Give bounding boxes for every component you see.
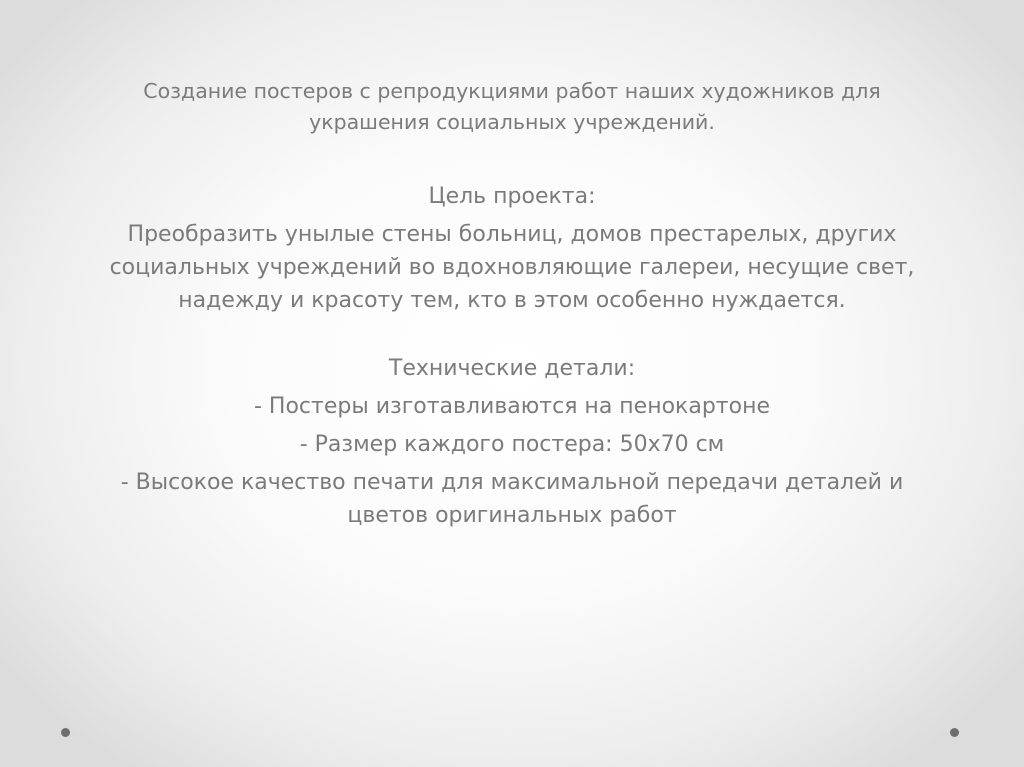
slide-subtitle [40, 76, 984, 138]
slide-body [40, 180, 984, 532]
goal-text [40, 218, 984, 317]
corner-dot-left [61, 728, 70, 737]
subtitle-line-1: Создание постеров с репродукциями работ наших художников для [143, 79, 881, 103]
goal-heading: Цель проекта: [428, 184, 596, 209]
goal-line-3: надежду и красоту тем, кто в этом особенно нуждается. [178, 288, 846, 313]
tech-item-3-line-2: цветов оригинальных работ [347, 503, 677, 528]
goal-line-1: Преобразить унылые стены больниц, домов престарелых, других [127, 222, 897, 247]
tech-item-2: - Размер каждого постера: 50х70 см [299, 432, 725, 457]
tech-item-3-line-1: - Высокое качество печати для максимальной передачи деталей и [120, 470, 904, 495]
tech-item-1: - Постеры изготавливаются на пенокартоне [253, 394, 770, 419]
corner-dot-right [950, 728, 959, 737]
subtitle-line-2: украшения социальных учреждений. [309, 110, 715, 134]
tech-heading: Технические детали: [388, 356, 636, 381]
goal-line-2: социальных учреждений во вдохновляющие галереи, несущие свет, [109, 255, 915, 280]
tech-item-3 [40, 466, 984, 532]
